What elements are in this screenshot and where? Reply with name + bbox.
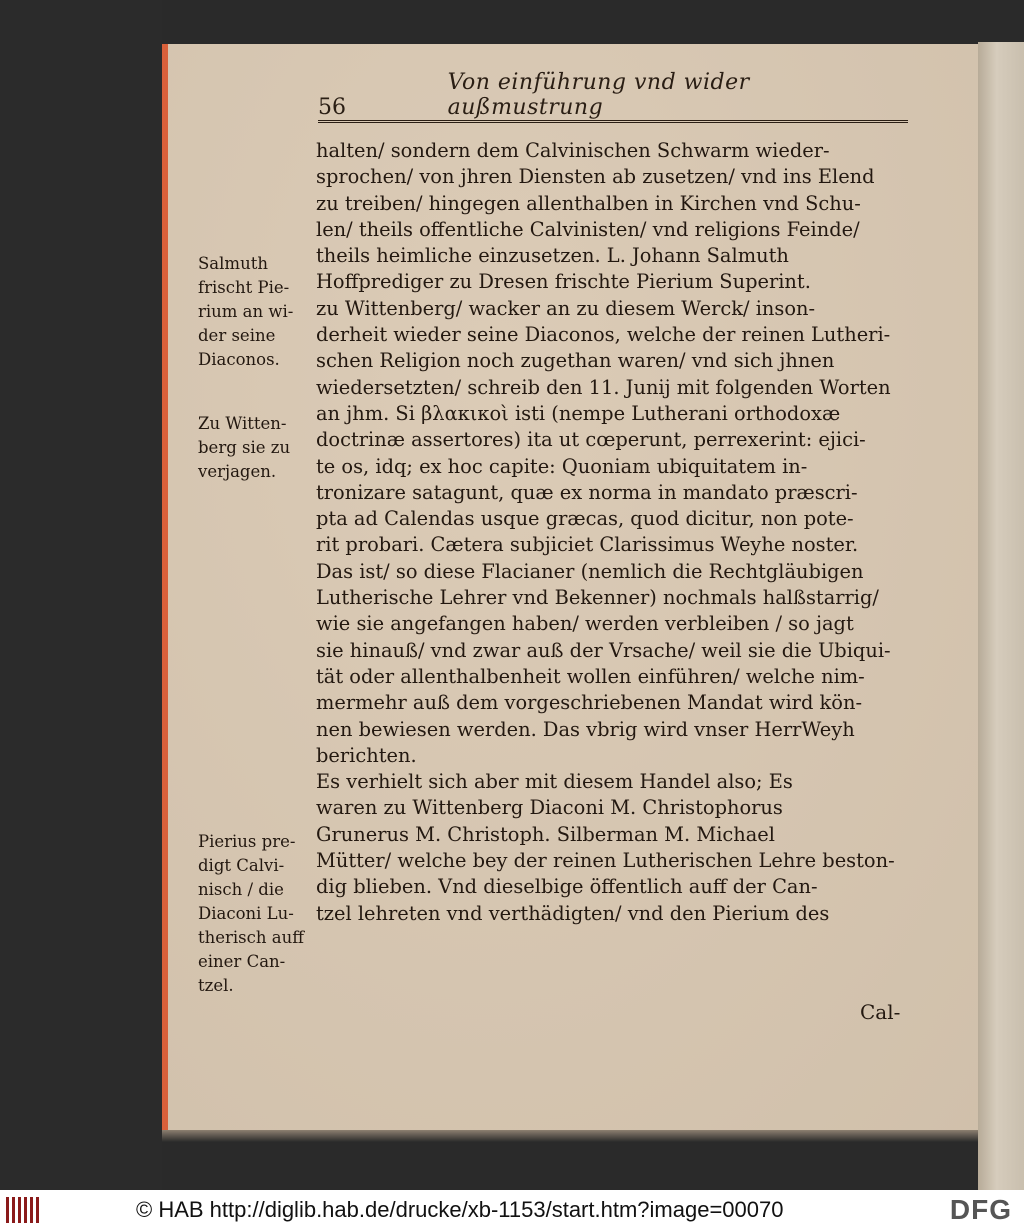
text-line: tzel lehreten vnd verthädigten/ vnd den Pierium des bbox=[316, 901, 830, 925]
text-line: wiedersetzten/ schreib den 11. Junij mit folgenden Worten bbox=[316, 375, 891, 399]
text-line: theils heimliche einzusetzen. L. Johann Salmuth bbox=[316, 244, 789, 268]
margin-note-salmuth bbox=[198, 252, 316, 372]
page-shadow bbox=[162, 1130, 978, 1142]
body-text bbox=[316, 138, 912, 927]
text-line: Mütter/ welche bey der reinen Lutherischen Lehre beston- bbox=[316, 849, 895, 873]
running-title: Von einführung vnd wider außmustrung bbox=[447, 70, 750, 120]
margin-note-line: digt Calvi- bbox=[198, 856, 285, 875]
margin-note-line: therisch auff bbox=[198, 928, 304, 947]
text-line: zu treiben/ hingegen allenthalben in Kirchen vnd Schu- bbox=[316, 191, 861, 215]
catchword: Cal- bbox=[860, 1000, 901, 1024]
text-line: halten/ sondern dem Calvinischen Schwarm wieder- bbox=[316, 139, 830, 162]
margin-note-line: frischt Pie- bbox=[198, 278, 290, 297]
text-line: derheit wieder seine Diaconos, welche der reinen Lutheri- bbox=[316, 323, 891, 347]
running-head bbox=[318, 70, 908, 123]
text-line: berichten. bbox=[316, 743, 417, 767]
text-line: zu Wittenberg/ wacker an zu diesem Werck/ inson- bbox=[316, 296, 816, 320]
scan-background-left bbox=[0, 0, 162, 1190]
viewer-footer bbox=[0, 1190, 1024, 1229]
margin-note-line: rium an wi- bbox=[198, 302, 294, 321]
hab-logo-icon bbox=[6, 1195, 50, 1225]
dfg-logo: DFG bbox=[949, 1194, 1012, 1225]
text-line: rit probari. Cætera subjiciet Clarissimus Weyhe noster. bbox=[316, 533, 859, 557]
text-line: nen bewiesen werden. Das vbrig wird vnser HerrWeyh bbox=[316, 717, 855, 741]
margin-note-line: Diaconos. bbox=[198, 350, 280, 369]
text-line: Hoffprediger zu Dresen frischte Pierium Superint. bbox=[316, 270, 811, 294]
text-line: schen Religion noch zugethan waren/ vnd sich jhnen bbox=[316, 349, 835, 373]
copyright-link[interactable]: © HAB http://diglib.hab.de/drucke/xb-1153/start.htm?image=00070 bbox=[136, 1196, 784, 1222]
margin-note-line: Pierius pre- bbox=[198, 832, 296, 851]
text-line: sie hinauß/ vnd zwar auß der Vrsache/ weil sie die Ubiqui- bbox=[316, 638, 891, 662]
text-line: len/ theils offentliche Calvinisten/ vnd religions Feinde/ bbox=[316, 217, 860, 241]
text-line: Das ist/ so diese Flacianer (nemlich die Rechtgläubigen bbox=[316, 559, 864, 583]
margin-note-wittenberg bbox=[198, 412, 316, 484]
text-line: Grunerus M. Christoph. Silberman M. Michael bbox=[316, 822, 775, 846]
text-line: sprochen/ von jhren Diensten ab zusetzen/ vnd ins Elend bbox=[316, 165, 875, 189]
margin-note-line: Zu Witten- bbox=[198, 414, 287, 433]
margin-note-line: nisch / die bbox=[198, 880, 284, 899]
page-number: 56 bbox=[318, 95, 346, 120]
text-line: waren zu Wittenberg Diaconi M. Christophorus bbox=[316, 796, 783, 820]
margin-note-pierius bbox=[198, 830, 316, 998]
text-line: wie sie angefangen haben/ werden verbleiben / so jagt bbox=[316, 612, 854, 636]
text-line: tät oder allenthalbenheit wollen einführen/ welche nim- bbox=[316, 664, 865, 688]
scan-background-right bbox=[978, 42, 1024, 1190]
margin-note-line: tzel. bbox=[198, 976, 234, 995]
text-line: pta ad Calendas usque græcas, quod dicitur, non pote- bbox=[316, 507, 854, 531]
text-line: doctrinæ assertores) ita ut cœperunt, perrexerint: ejici- bbox=[316, 428, 866, 452]
text-line: Es verhielt sich aber mit diesem Handel also; Es bbox=[316, 770, 793, 794]
margin-note-line: berg sie zu bbox=[198, 438, 291, 457]
text-line: tronizare satagunt, quæ ex norma in mandato præscri- bbox=[316, 480, 858, 504]
text-line: dig blieben. Vnd dieselbige öffentlich auff der Can- bbox=[316, 875, 818, 899]
margin-note-line: der seine bbox=[198, 326, 276, 345]
text-line: te os, idq; ex hoc capite: Quoniam ubiquitatem in- bbox=[316, 454, 808, 478]
text-line: mermehr auß dem vorgeschriebenen Mandat wird kön- bbox=[316, 691, 862, 715]
margin-note-line: einer Can- bbox=[198, 952, 286, 971]
margin-note-line: Diaconi Lu- bbox=[198, 904, 294, 923]
text-line: an jhm. Si βλακικοὶ isti (nempe Lutherani orthodoxæ bbox=[316, 401, 841, 425]
margin-note-line: verjagen. bbox=[198, 462, 277, 481]
text-line: Lutherische Lehrer vnd Bekenner) nochmals halßstarrig/ bbox=[316, 586, 879, 610]
margin-note-line: Salmuth bbox=[198, 254, 268, 273]
